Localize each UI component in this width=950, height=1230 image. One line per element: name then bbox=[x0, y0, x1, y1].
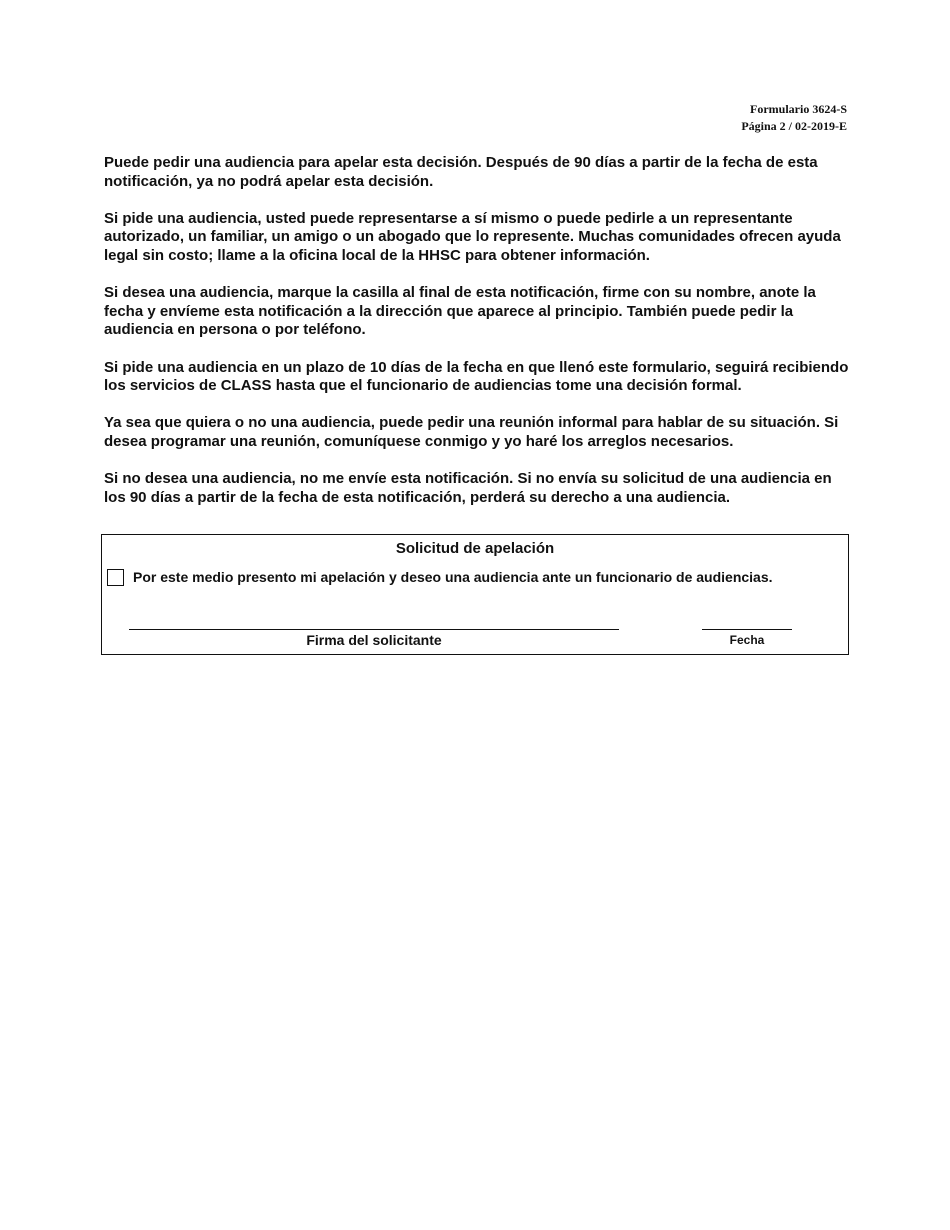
date-label: Fecha bbox=[729, 633, 765, 647]
paragraph-informal-meeting: Ya sea que quiera o no una audiencia, puede pedir una reunión informal para hablar de su situación. Si desea programar una reunión, comuníquese conmigo y yo haré los arreglos necesarios. bbox=[104, 414, 839, 450]
hearing-request-checkbox[interactable] bbox=[107, 569, 124, 586]
paragraph-how-to-request: Si desea una audiencia, marque la casilla al final de esta notificación, firme con su nombre, anote la fecha y envíeme esta notificación a la dirección que aparece al principio. También puede pedir la audiencia en persona o por teléfono. bbox=[104, 284, 816, 339]
paragraph-representation: Si pide una audiencia, usted puede representarse a sí mismo o puede pedirle a un representante autorizado, un familiar, un amigo o un abogado que lo represente. Muchas comunidades ofrecen ayuda legal sin costo; llame a la oficina local de la HHSC para obtener información. bbox=[104, 209, 841, 264]
signature-label: Firma del solicitante bbox=[306, 632, 442, 648]
page-info: Página 2 / 02-2019-E bbox=[741, 119, 847, 133]
paragraph-no-hearing: Si no desea una audiencia, no me envíe esta notificación. Si no envía su solicitud de una audiencia en los 90 días a partir de la fecha de esta notificación, perderá su derecho a una audiencia. bbox=[104, 470, 832, 506]
notice-body bbox=[104, 154, 854, 526]
signature-line[interactable] bbox=[129, 629, 619, 630]
paragraph-continued-services: Si pide una audiencia en un plazo de 10 días de la fecha en que llenó este formulario, seguirá recibiendo los servicios de CLASS hasta que el funcionario de audiencias tome una decisión formal. bbox=[104, 358, 849, 395]
appeal-request-box bbox=[101, 534, 849, 655]
paragraph-appeal-deadline: Puede pedir una audiencia para apelar esta decisión. Después de 90 días a partir de la fecha de esta notificación, ya no podrá apelar esta decisión. bbox=[104, 154, 818, 190]
appeal-title: Solicitud de apelación bbox=[395, 540, 555, 557]
form-header bbox=[741, 101, 847, 135]
hearing-request-label: Por este medio presento mi apelación y deseo una audiencia ante un funcionario de audiencias. bbox=[133, 569, 773, 585]
form-number: Formulario 3624-S bbox=[750, 102, 847, 116]
date-line[interactable] bbox=[702, 629, 792, 630]
